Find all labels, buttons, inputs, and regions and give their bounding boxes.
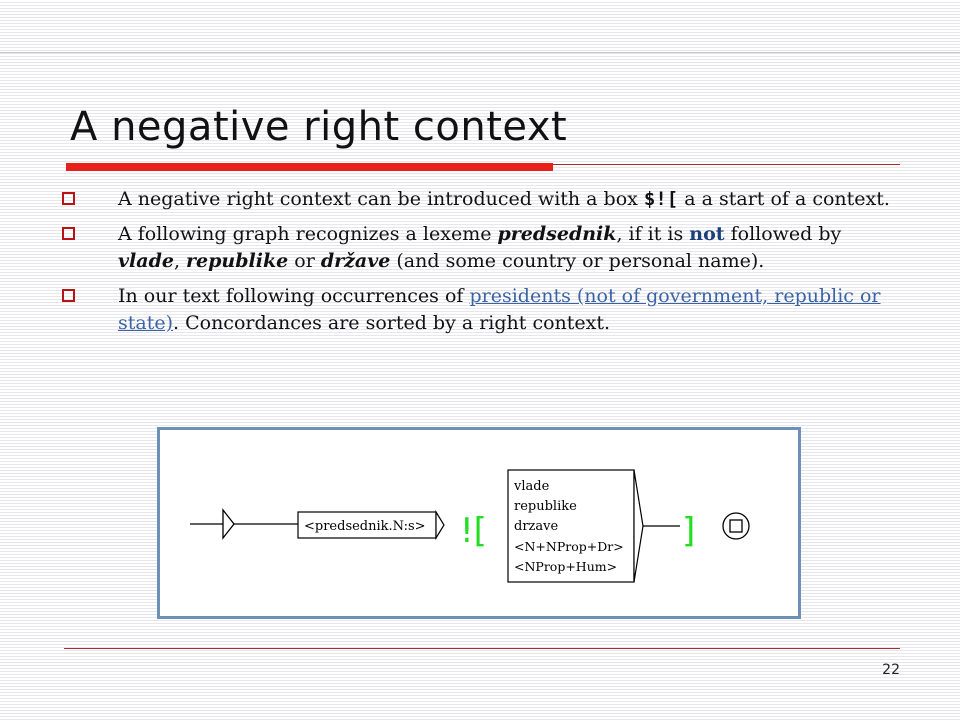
alternative-5: <NProp+Hum> — [514, 559, 618, 574]
title-underline — [553, 164, 900, 165]
square-bullet-icon — [62, 227, 75, 240]
graph-svg — [160, 430, 798, 616]
lexeme-box-label: <predsednik.N:s> — [304, 519, 426, 534]
alternative-2: republike — [514, 499, 577, 514]
lexeme-box-arrow — [436, 512, 444, 538]
bullet-item: A negative right context can be introduced with a box $![ a a start of a context. — [62, 186, 904, 213]
bullet-list — [62, 186, 904, 345]
top-divider — [0, 52, 960, 53]
footer-divider — [64, 648, 900, 649]
alternative-3: drzave — [514, 519, 559, 534]
title-accent-bar — [66, 163, 553, 171]
final-state-square — [730, 520, 742, 532]
alternatives-box-arrow — [634, 470, 643, 582]
bullet-item: A following graph recognizes a lexeme predsednik, if it is not followed by vlade, republike or države (and some country or personal name). — [62, 221, 904, 275]
grammar-graph — [157, 427, 801, 619]
bullet-item: In our text following occurrences of presidents (not of government, republic or state). Concordances are sorted by a right context. — [62, 283, 904, 337]
term-drzave: države — [320, 250, 391, 272]
page-number: 22 — [882, 662, 900, 678]
context-close-marker: ] — [682, 511, 696, 551]
term-republike: republike — [186, 250, 289, 272]
slide-title: A negative right context — [70, 104, 568, 150]
concordance-link[interactable]: presidents (not of government, republic or state) — [118, 285, 881, 334]
alternative-4: <N+NProp+Dr> — [514, 539, 624, 554]
emphasis-not: not — [689, 223, 725, 245]
square-bullet-icon — [62, 289, 75, 302]
term-vlade: vlade — [118, 250, 174, 272]
initial-state-icon — [223, 510, 234, 538]
code-snippet: $![ — [643, 188, 679, 210]
square-bullet-icon — [62, 192, 75, 205]
lexeme-term: predsednik — [497, 223, 617, 245]
alternative-1: vlade — [514, 479, 550, 494]
context-open-marker: ![ — [460, 511, 487, 551]
